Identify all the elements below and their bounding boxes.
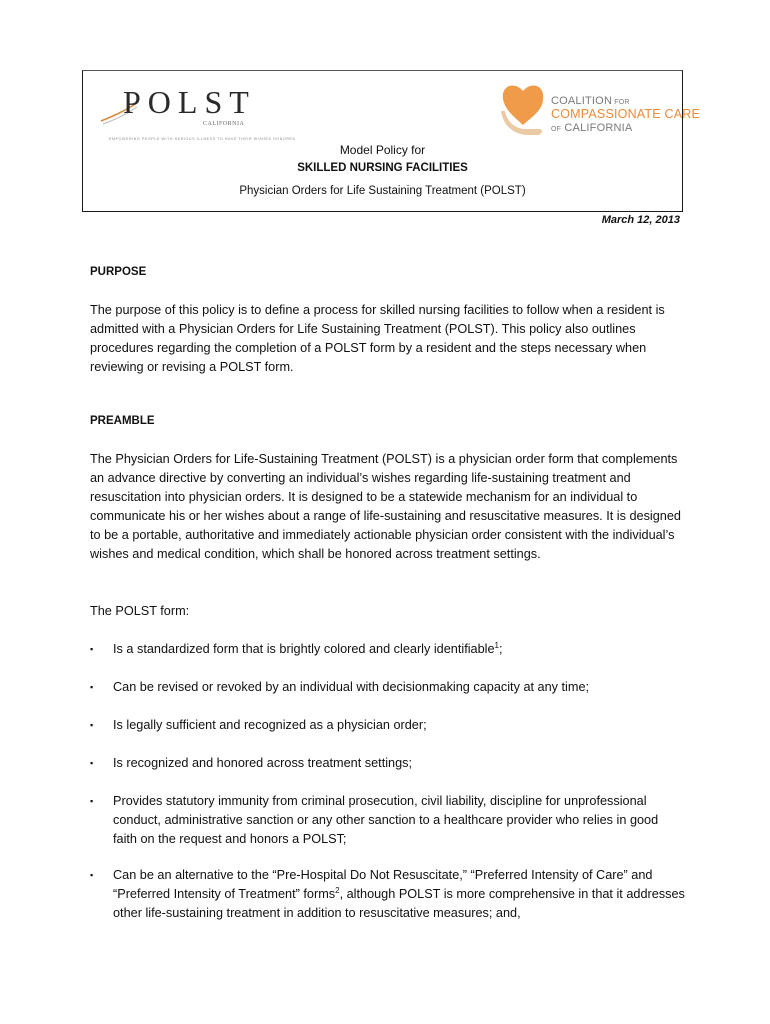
bullet-text: Is legally sufficient and recognized as a physician order; (113, 718, 427, 732)
preamble-paragraph: The Physician Orders for Life-Sustaining Treatment (POLST) is a physician order form that complements an advance directive by converting an individual’s wishes regarding life-sustaining treatment and resuscitation into physician orders. It is designed to be a statewide mechanism for an individual to communicate his or her wishes about a range of life-sustaining and resuscitative measures. It is designed to be a portable, authoritative and immediately actionable physician order consistent with the individual’s wishes and medical condition, which shall be honored across treatment settings. (90, 452, 681, 561)
document-date: March 12, 2013 (601, 214, 680, 226)
polst-logo-sub: CALIFORNIA (203, 121, 245, 127)
bullet-icon: ▪ (90, 644, 94, 654)
coalition-line-3: OF CALIFORNIA (551, 122, 633, 134)
bullet-text: Is recognized and honored across treatment settings; (113, 756, 413, 770)
coalition-line-2: COMPASSIONATE CARE (551, 107, 700, 121)
polst-full-title: Physician Orders for Life Sustaining Treatment (POLST) (239, 185, 526, 197)
preamble-heading: PREAMBLE (90, 415, 155, 427)
purpose-paragraph: The purpose of this policy is to define a process for skilled nursing facilities to follow when a resident is admitted with a Physician Orders for Life Sustaining Treatment (POLST). This policy also outlines procedures regarding the completion of a POLST form by a resident and the steps necessary when reviewing or revising a POLST form. (90, 303, 665, 374)
bullet-text: Provides statutory immunity from criminal prosecution, civil liability, discipline for unprofessional conduct, administrative sanction or any other sanction to a healthcare provider who relies in good faith on the request and honors a POLST; (113, 794, 659, 846)
bullet-text: Can be an alternative to the “Pre-Hospital Do Not Resuscitate,” “Preferred Intensity of Care” and “Preferred Intensity of Treatment” forms$^2$, although POLST is more comprehensive in that it addresses other life-sustaining treatment in addition to resuscitative measures; and, (113, 868, 685, 920)
bullet-icon: ▪ (90, 720, 94, 730)
purpose-heading: PURPOSE (90, 266, 147, 278)
polst-logo (99, 84, 296, 141)
coalition-line-1: COALITION FOR (551, 95, 630, 107)
polst-form-intro: The POLST form: (90, 604, 190, 618)
facility-type-title: SKILLED NURSING FACILITIES (297, 162, 468, 174)
model-policy-label: Model Policy for (339, 143, 426, 157)
coalition-logo (499, 81, 700, 139)
bullet-text: Is a standardized form that is brightly colored and clearly identifiable$^1$; (113, 640, 503, 656)
polst-logo-tagline: EMPOWERING PEOPLE WITH SERIOUS ILLNESS TO HAVE THEIR WISHES HONORED (109, 137, 296, 141)
bullet-icon: ▪ (90, 682, 94, 692)
bullet-text: Can be revised or revoked by an individual with decisionmaking capacity at any time; (113, 680, 590, 694)
heart-hand-icon (499, 81, 549, 139)
bullet-icon: ▪ (90, 870, 94, 880)
header-box (82, 70, 700, 212)
polst-logo-word: POLST (123, 84, 256, 120)
bullet-icon: ▪ (90, 796, 94, 806)
bullet-icon: ▪ (90, 758, 94, 768)
